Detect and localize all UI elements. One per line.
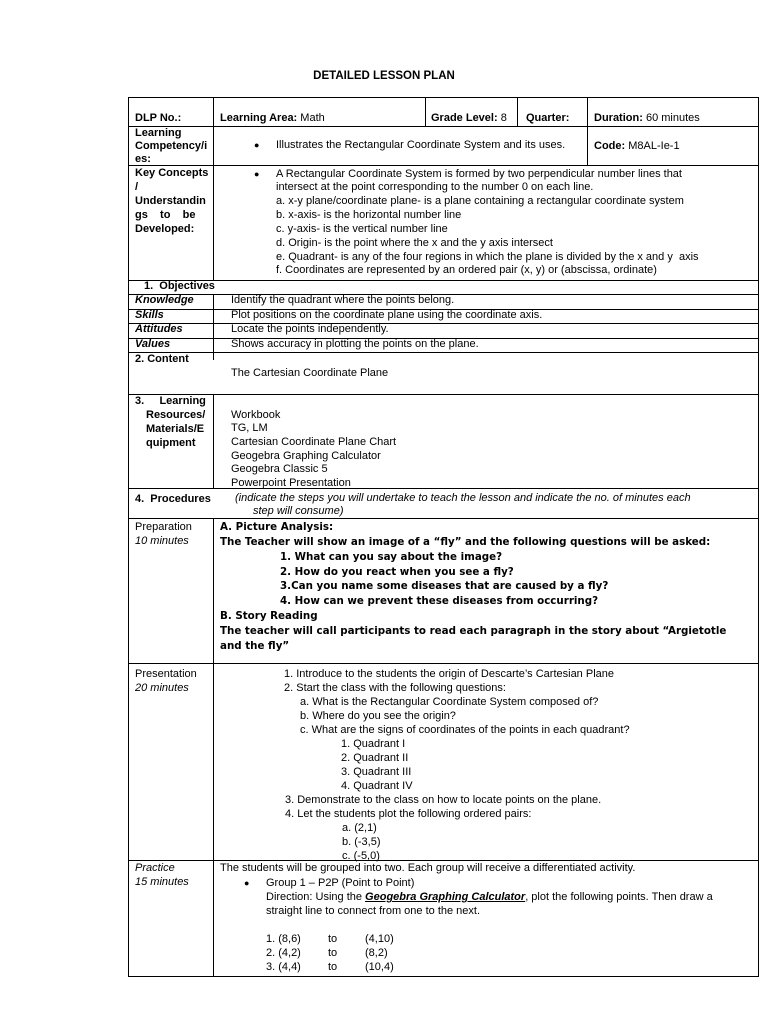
pair-end: (8,2) (365, 947, 388, 959)
key-concept-line: a. x-y plane/coordinate plane- is a plane containing a rectangular coordinate system (276, 195, 684, 207)
objectives-heading: 1. Objectives (144, 280, 215, 292)
resource-item: Workbook (231, 409, 281, 421)
grade-level-value: 8 (500, 112, 507, 124)
pair-start: 1. (8,6) (266, 933, 301, 945)
duration-value: 60 minutes (645, 112, 700, 124)
resources-label-2: Resources/ (146, 409, 206, 421)
presentation-step: 2. Quadrant II (341, 752, 409, 764)
key-concept-line: intersect at the point corresponding to the number 0 on each line. (276, 181, 594, 193)
resource-item: Powerpoint Presentation (231, 477, 351, 489)
presentation-step: 2. Start the class with the following questions: (284, 682, 506, 694)
objective-text-skills: Plot positions on the coordinate plane using the coordinate axis. (231, 309, 543, 321)
key-concepts-label-5: Developed: (135, 223, 195, 235)
presentation-step: b. Where do you see the origin? (300, 710, 456, 722)
question-item: 4. How can we prevent these diseases from occurring? (280, 595, 599, 607)
key-concept-line: f. Coordinates are represented by an ordered pair (x, y) or (abscissa, ordinate) (276, 264, 657, 276)
key-concepts-label-3: Understandin (135, 195, 206, 207)
learning-area (220, 112, 325, 126)
presentation-step: b. (-3,5) (342, 836, 381, 848)
key-concept-line: c. y-axis- is the vertical number line (276, 223, 448, 235)
procedures-note-1: (indicate the steps you will undertake to teach the lesson and indicate the no. of minutes each (235, 492, 691, 504)
pair-start: 3. (4,4) (266, 961, 301, 973)
pair-to: to (328, 947, 338, 959)
competency-text: Illustrates the Rectangular Coordinate System and its uses. (276, 139, 566, 151)
key-concept-line: A Rectangular Coordinate System is formed by two perpendicular number lines that (276, 168, 682, 180)
question-item: 2. How do you react when you see a fly? (280, 566, 514, 578)
key-concept-line: e. Quadrant- is any of the four regions in which the plane is divided by the x and y axis (276, 251, 699, 263)
objective-text-knowledge: Identify the quadrant where the points belong. (231, 294, 455, 306)
picture-analysis-intro: The Teacher will show an image of a “fly” and the following questions will be asked: (220, 536, 711, 548)
grade-level-label: Grade Level: (431, 112, 498, 124)
code-label: Code: (594, 140, 626, 152)
practice-direction (266, 891, 713, 905)
procedures-note-2: step will consume) (253, 505, 344, 517)
competency-label-2: Competency/i (135, 140, 208, 152)
key-concept-line: b. x-axis- is the horizontal number line (276, 209, 462, 221)
resource-item: Geogebra Classic 5 (231, 463, 328, 475)
picture-analysis-heading: A. Picture Analysis: (220, 521, 334, 533)
presentation-step: c. What are the signs of coordinates of the points in each quadrant? (300, 724, 630, 736)
resources-label-1: 3. Learning (135, 395, 206, 407)
learning-area-value: Math (300, 112, 325, 124)
code-value: M8AL-Ie-1 (628, 140, 680, 152)
procedures-label: 4. Procedures (135, 493, 211, 505)
practice-group: Group 1 – P2P (Point to Point) (266, 877, 415, 889)
resource-item: Cartesian Coordinate Plane Chart (231, 436, 397, 448)
objective-text-attitudes: Locate the points independently. (231, 323, 389, 335)
objective-text-values: Shows accuracy in plotting the points on the plane. (231, 338, 479, 350)
presentation-step: a. What is the Rectangular Coordinate System composed of? (300, 696, 599, 708)
question-item: 3.Can you name some diseases that are caused by a fly? (280, 580, 609, 592)
key-concept-line: d. Origin- is the point where the x and the y axis intersect (276, 237, 553, 249)
story-reading-line: and the fly” (220, 640, 290, 652)
presentation-step: 3. Quadrant III (341, 766, 412, 778)
objective-label-skills: Skills (135, 309, 164, 321)
presentation-minutes: 20 minutes (135, 682, 189, 694)
preparation-label: Preparation (135, 521, 192, 533)
competency-label-1: Learning (135, 127, 182, 139)
resource-item: TG, LM (231, 422, 268, 434)
bullet-icon: ● (254, 169, 260, 179)
presentation-step: 3. Demonstrate to the class on how to locate points on the plane. (285, 794, 602, 806)
objective-label-attitudes: Attitudes (135, 323, 183, 335)
objective-label-values: Values (135, 338, 171, 350)
preparation-minutes: 10 minutes (135, 535, 189, 547)
presentation-step: 1. Quadrant I (341, 738, 406, 750)
document-title: DETAILED LESSON PLAN (313, 70, 455, 82)
practice-minutes: 15 minutes (135, 876, 189, 888)
practice-label: Practice (135, 862, 175, 874)
pair-end: (4,10) (365, 933, 394, 945)
key-concepts-label-2: / (135, 181, 139, 193)
objective-label-knowledge: Knowledge (135, 294, 194, 306)
duration-label: Duration: (594, 112, 643, 124)
quarter-label: Quarter: (526, 112, 570, 124)
presentation-label: Presentation (135, 668, 197, 680)
resource-item: Geogebra Graphing Calculator (231, 450, 381, 462)
code (594, 140, 680, 154)
presentation-step: 4. Quadrant IV (341, 780, 413, 792)
presentation-step: 4. Let the students plot the following ordered pairs: (285, 808, 532, 820)
story-reading-line: The teacher will call participants to read each paragraph in the story about “Argietotle (220, 625, 727, 637)
practice-direction-start: Direction: Using the (266, 891, 366, 903)
practice-direction-line2: straight line to connect from one to the next. (266, 905, 481, 917)
competency-label-3: es: (135, 153, 151, 165)
resources-label-3: Materials/E (146, 423, 205, 435)
grade-level (431, 112, 507, 126)
practice-intro: The students will be grouped into two. Each group will receive a differentiated activity. (220, 862, 636, 874)
presentation-step: c. (-5,0) (342, 850, 380, 862)
learning-area-label: Learning Area: (220, 112, 298, 124)
duration (594, 112, 700, 126)
bullet-icon: ● (254, 140, 260, 150)
presentation-step: 1. Introduce to the students the origin of Descarte’s Cartesian Plane (284, 668, 614, 680)
practice-direction-end: , plot the following points. Then draw a (525, 891, 713, 903)
geogebra-link[interactable]: Geogebra Graphing Calculator (365, 891, 526, 903)
content-label: 2. Content (135, 353, 189, 365)
story-reading-heading: B. Story Reading (220, 610, 318, 622)
bullet-icon: ● (244, 878, 250, 888)
pair-to: to (328, 933, 338, 945)
key-concepts-label-1: Key Concepts (135, 167, 209, 179)
resources-label-4: quipment (146, 437, 196, 449)
pair-end: (10,4) (365, 961, 394, 973)
dlp-label: DLP No.: (135, 112, 182, 124)
pair-start: 2. (4,2) (266, 947, 301, 959)
presentation-step: a. (2,1) (342, 822, 377, 834)
question-item: 1. What can you say about the image? (280, 551, 503, 563)
content-text: The Cartesian Coordinate Plane (231, 367, 389, 379)
key-concepts-label-4: gs to be (135, 209, 196, 221)
pair-to: to (328, 961, 338, 973)
